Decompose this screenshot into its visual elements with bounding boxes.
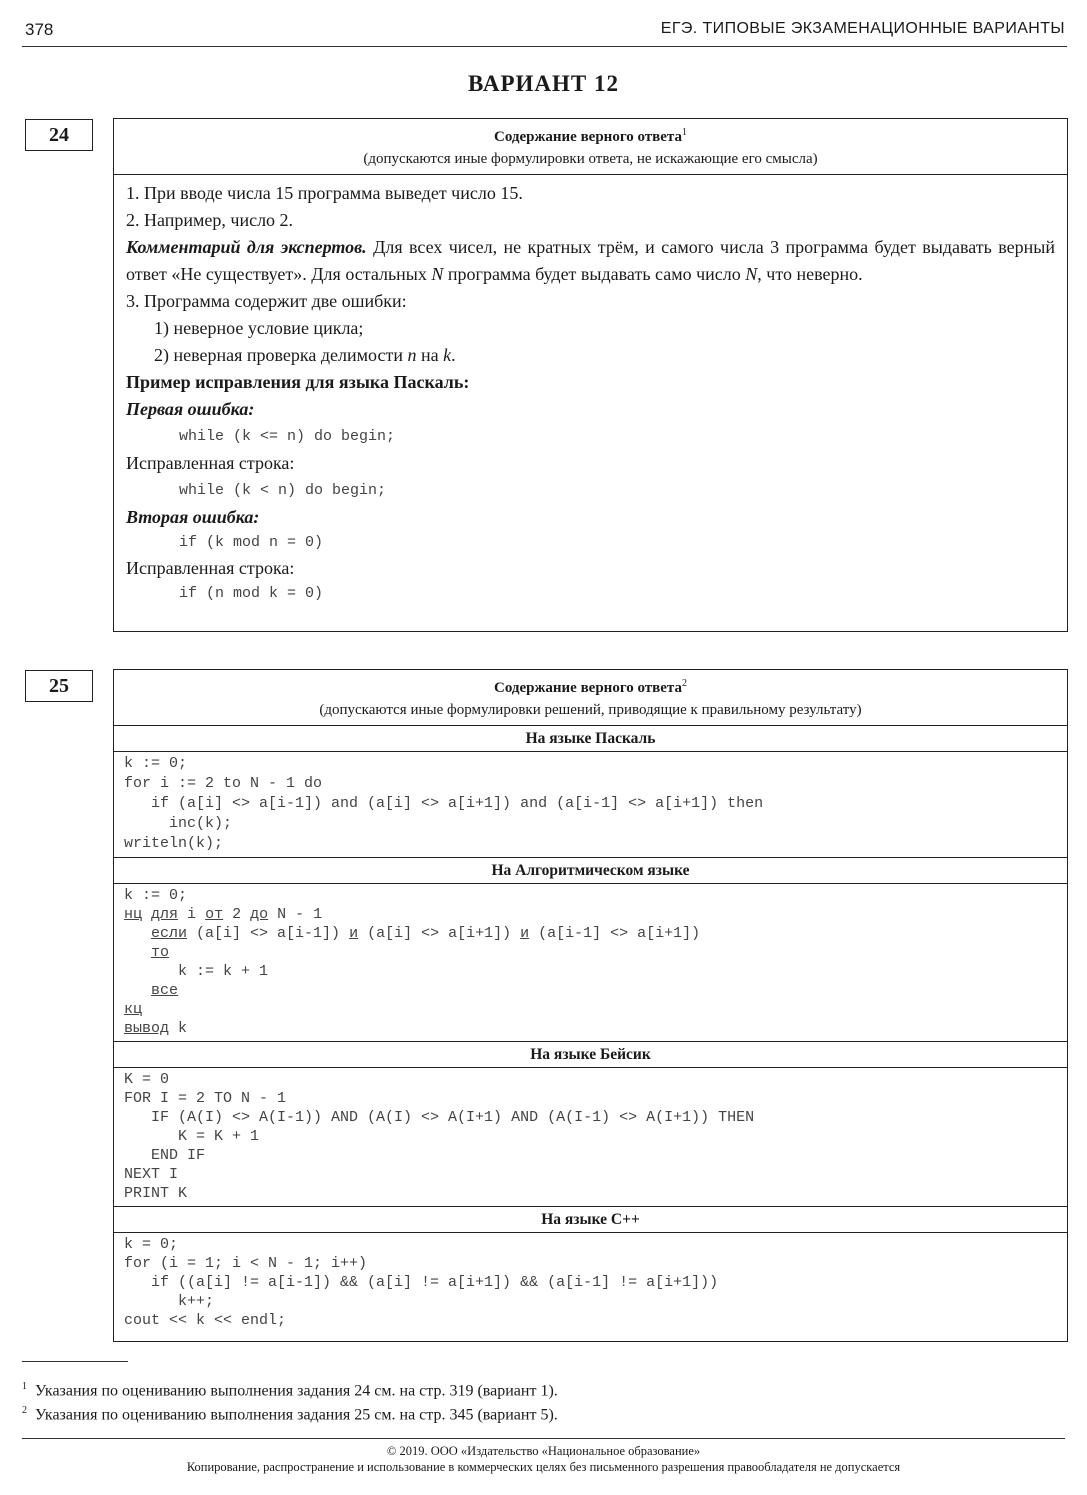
code-line: кц bbox=[124, 1001, 143, 1018]
answer-item-1: 1. При вводе числа 15 программа выведет число 15. bbox=[126, 183, 523, 203]
first-error-code: while (k <= n) do begin; bbox=[179, 428, 396, 445]
answer-item-2: 2. Например, число 2. bbox=[126, 210, 294, 230]
copyright-line: © 2019. ООО «Издательство «Национальное образование» bbox=[386, 1444, 701, 1458]
copyright-footer bbox=[0, 1443, 1087, 1475]
task-24-header bbox=[114, 119, 1067, 175]
code-line: inc(k); bbox=[124, 815, 233, 832]
task-24-answer-box bbox=[113, 118, 1068, 632]
footnote-ref: 2 bbox=[681, 678, 687, 689]
code-line: k++; bbox=[124, 1293, 215, 1310]
answer-content-subtitle: (допускаются иные формулировки ответа, не искажающие его смысла) bbox=[363, 151, 818, 167]
cpp-section-heading: На языке C++ bbox=[114, 1206, 1067, 1233]
footnote-ref: 1 bbox=[681, 127, 687, 138]
answer-content-title: Содержание верного ответа bbox=[494, 680, 682, 696]
code-line: K = K + 1 bbox=[124, 1128, 260, 1145]
task-25-number: 25 bbox=[25, 670, 93, 702]
second-error-label: Вторая ошибка: bbox=[126, 507, 260, 527]
basic-section-heading: На языке Бейсик bbox=[114, 1041, 1067, 1068]
fixed-line-label: Исправленная строка: bbox=[126, 558, 295, 578]
header-rule bbox=[22, 46, 1067, 47]
first-fixed-code: while (k < n) do begin; bbox=[179, 482, 387, 499]
algorithmic-section-heading: На Алгоритмическом языке bbox=[114, 857, 1067, 884]
pascal-code bbox=[114, 752, 1067, 857]
code-line: cout << k << endl; bbox=[124, 1312, 287, 1329]
pascal-fix-heading: Пример исправления для языка Паскаль: bbox=[126, 372, 470, 392]
code-line: PRINT K bbox=[124, 1185, 188, 1202]
copy-notice: Копирование, распространение и использование в коммерческих целях без письменного разрешения правообладателя не допускается bbox=[186, 1460, 901, 1474]
page-number: 378 bbox=[25, 20, 54, 39]
task-25-header bbox=[114, 670, 1067, 726]
code-line: все bbox=[151, 982, 179, 999]
fixed-line-label: Исправленная строка: bbox=[126, 453, 295, 473]
basic-code bbox=[114, 1068, 1067, 1206]
code-line: for (i = 1; i < N - 1; i++) bbox=[124, 1255, 368, 1272]
code-line: то bbox=[151, 944, 170, 961]
code-line: k := 0; bbox=[124, 755, 188, 772]
algorithmic-code bbox=[114, 884, 1067, 1041]
code-line: k := 0; bbox=[124, 887, 188, 904]
task-25-answer-box bbox=[113, 669, 1068, 1342]
footnote-2: $^2$ Указания по оцениванию выполнения задания 25 см. на стр. 345 (вариант 5). bbox=[22, 1405, 558, 1424]
task-24-number: 24 bbox=[25, 119, 93, 151]
code-line: если (a[i] <> a[i-1]) и (a[i] <> a[i+1]) и (a[i-1] <> a[i+1]) bbox=[151, 925, 701, 942]
code-line: FOR I = 2 TO N - 1 bbox=[124, 1090, 287, 1107]
answer-content-subtitle: (допускаются иные формулировки решений, приводящие к правильному результату) bbox=[319, 702, 862, 718]
variant-title: ВАРИАНТ 12 bbox=[467, 71, 620, 96]
code-line: NEXT I bbox=[124, 1166, 179, 1183]
code-line: writeln(k); bbox=[124, 835, 224, 852]
error-2: 2) неверная проверка делимости n на k. bbox=[154, 345, 456, 365]
footnotes bbox=[22, 1377, 558, 1426]
answer-item-3: 3. Программа содержит две ошибки: bbox=[126, 291, 407, 311]
code-line: IF (A(I) <> A(I-1)) AND (A(I) <> A(I+1) AND (A(I-1) <> A(I+1)) THEN bbox=[124, 1109, 755, 1126]
task-24-body bbox=[114, 175, 1067, 612]
answer-content-title: Содержание верного ответа bbox=[494, 129, 682, 145]
code-line: if (a[i] <> a[i-1]) and (a[i] <> a[i+1]) and (a[i-1] <> a[i+1]) then bbox=[124, 795, 764, 812]
second-error-code: if (k mod n = 0) bbox=[179, 534, 324, 551]
running-title: ЕГЭ. ТИПОВЫЕ ЭКЗАМЕНАЦИОННЫЕ ВАРИАНТЫ bbox=[660, 20, 1065, 37]
expert-comment: Комментарий для экспертов. Для всех чисел, не кратных трём, и самого числа 3 программа будет выдавать верный ответ «Не существует». Для остальных N программа будет выдавать само число N, что неверно. bbox=[126, 237, 1055, 284]
code-line: k := k + 1 bbox=[178, 963, 269, 980]
footnote-1: $^1$ Указания по оцениванию выполнения задания 24 см. на стр. 319 (вариант 1). bbox=[22, 1381, 558, 1400]
code-line: вывод k bbox=[124, 1020, 188, 1037]
second-fixed-code: if (n mod k = 0) bbox=[179, 585, 324, 602]
footer-rule bbox=[22, 1438, 1065, 1439]
code-line: K = 0 bbox=[124, 1071, 170, 1088]
pascal-section-heading: На языке Паскаль bbox=[114, 726, 1067, 752]
code-line: END IF bbox=[124, 1147, 206, 1164]
code-line: нц для i от 2 до N - 1 bbox=[124, 906, 323, 923]
error-1: 1) неверное условие цикла; bbox=[154, 318, 364, 338]
code-line: k = 0; bbox=[124, 1236, 179, 1253]
footnote-rule bbox=[22, 1361, 128, 1362]
first-error-label: Первая ошибка: bbox=[126, 399, 255, 419]
code-line: if ((a[i] != a[i-1]) && (a[i] != a[i+1]) && (a[i-1] != a[i+1])) bbox=[124, 1274, 719, 1291]
cpp-code bbox=[114, 1233, 1067, 1333]
code-line: for i := 2 to N - 1 do bbox=[124, 775, 323, 792]
